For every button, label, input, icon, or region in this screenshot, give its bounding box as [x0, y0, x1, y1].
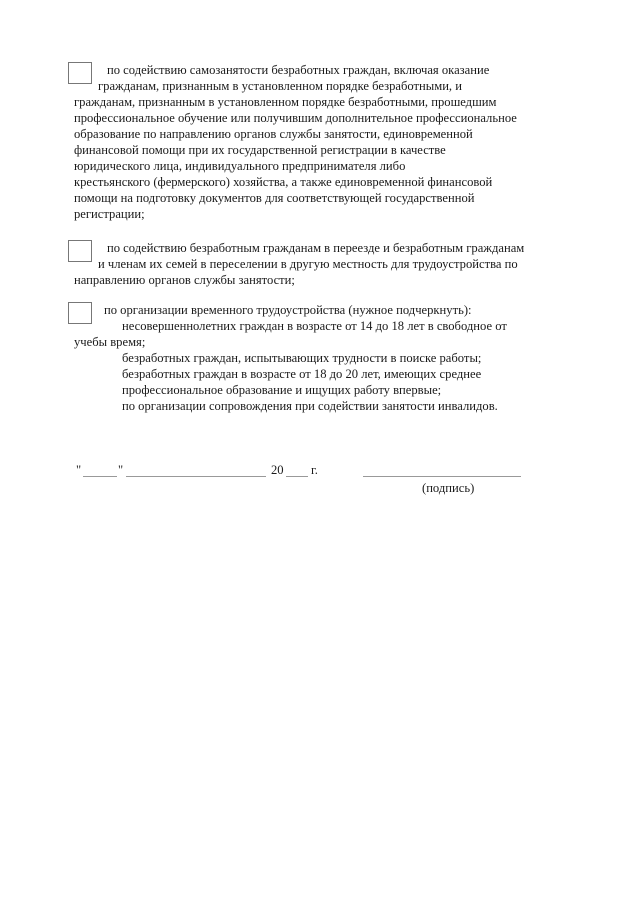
- year-suffix: г.: [311, 463, 318, 477]
- self-employment-checkbox[interactable]: [68, 62, 92, 84]
- self-employment-line: помощи на подготовку документов для соответствующей государственной: [74, 191, 475, 205]
- date-quote-close: ": [118, 463, 124, 477]
- relocation-line: направлению органов службы занятости;: [74, 273, 295, 287]
- temporary-employment-line: учебы время;: [74, 335, 146, 349]
- temporary-employment-option[interactable]: несовершеннолетних граждан в возрасте от 14 до 18 лет в свободное от: [122, 319, 507, 333]
- self-employment-line: профессиональное обучение или получившим дополнительное профессиональное: [74, 111, 517, 125]
- relocation-line: и членам их семей в переселении в другую местность для трудоустройства по: [98, 257, 518, 271]
- temporary-employment-option[interactable]: безработных граждан, испытывающих трудности в поиске работы;: [122, 351, 482, 365]
- relocation-checkbox[interactable]: [68, 240, 92, 262]
- self-employment-line: по содействию самозанятости безработных граждан, включая оказание: [107, 63, 490, 77]
- temporary-employment-line: по организации временного трудоустройства (нужное подчеркнуть):: [104, 303, 472, 317]
- temporary-employment-line: профессиональное образование и ищущих работу впервые;: [122, 383, 442, 397]
- self-employment-line: гражданам, признанным в установленном порядке безработными, и: [98, 79, 462, 93]
- year-prefix: 20: [271, 463, 284, 477]
- self-employment-line: регистрации;: [74, 207, 145, 221]
- temporary-employment-checkbox[interactable]: [68, 302, 92, 324]
- self-employment-line: крестьянского (фермерского) хозяйства, а также единовременной финансовой: [74, 175, 493, 189]
- date-quote-open: ": [76, 463, 82, 477]
- year-field[interactable]: [286, 476, 308, 477]
- relocation-line: по содействию безработным гражданам в переезде и безработным гражданам: [107, 241, 525, 255]
- signature-label: (подпись): [422, 481, 475, 495]
- temporary-employment-option[interactable]: по организации сопровождения при содействии занятости инвалидов.: [122, 399, 498, 413]
- month-field[interactable]: [126, 476, 266, 477]
- self-employment-line: юридического лица, индивидуального предпринимателя либо: [74, 159, 406, 173]
- signature-field[interactable]: [363, 476, 521, 477]
- day-field[interactable]: [83, 476, 117, 477]
- self-employment-line: гражданам, признанным в установленном порядке безработными, прошедшим: [74, 95, 497, 109]
- self-employment-line: финансовой помощи при их государственной регистрации в качестве: [74, 143, 446, 157]
- temporary-employment-option[interactable]: безработных граждан в возрасте от 18 до 20 лет, имеющих среднее: [122, 367, 482, 381]
- self-employment-line: образование по направлению органов службы занятости, единовременной: [74, 127, 473, 141]
